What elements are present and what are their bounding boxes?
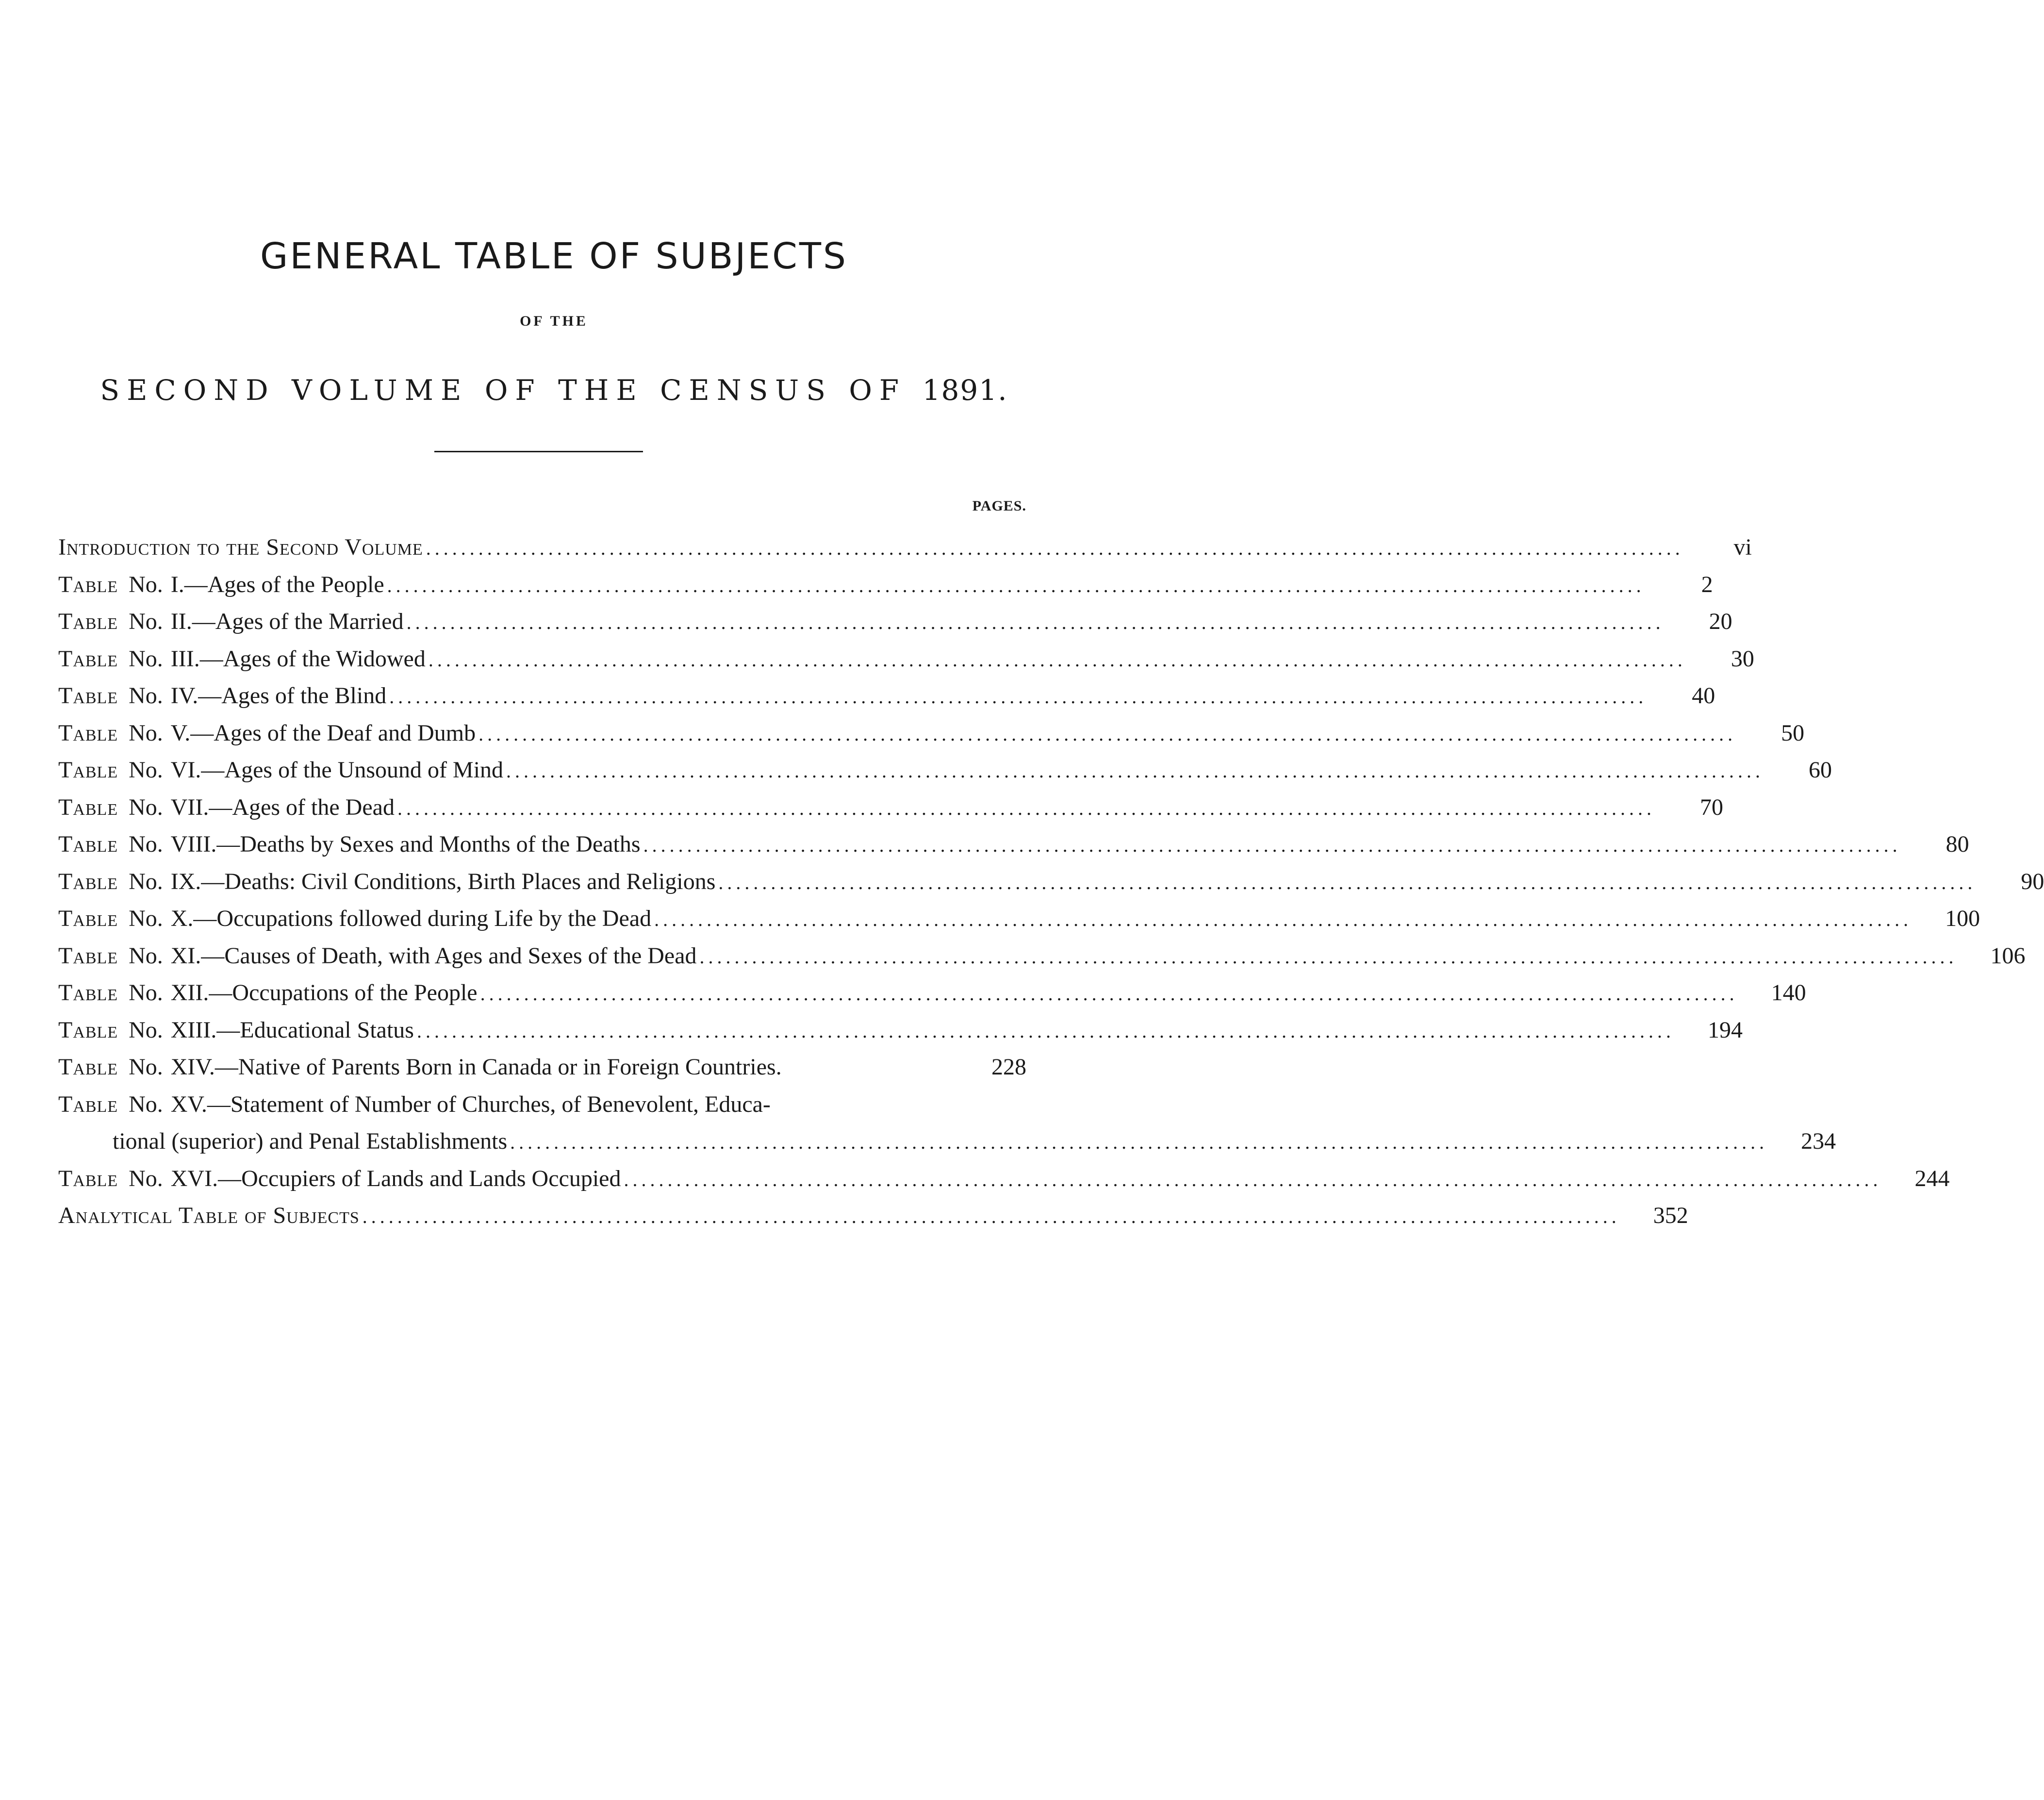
toc-entry-table-12 <box>58 974 1806 1012</box>
toc-page-number: 40 <box>1692 683 1715 709</box>
leader-dots: ................................................................................................................................................ <box>506 760 1764 782</box>
toc-page-number: 70 <box>1699 794 1723 820</box>
toc-entry-table-1 <box>58 566 1713 604</box>
toc-page-number: 90 <box>2021 868 2044 894</box>
toc-entry-label: Table <box>58 683 118 709</box>
toc-page-number: 228 <box>991 1054 1026 1080</box>
leader-dots: ................................................................................................................................................ <box>510 1131 1768 1153</box>
toc-page-number: vi <box>1733 534 1752 560</box>
leader-dots: ................................................................................................................................................ <box>362 1206 1620 1227</box>
leader-dots: ................................................................................................................................................ <box>624 1168 1882 1190</box>
toc-entry-table-3 <box>58 641 1754 678</box>
leader-dots: ................................................................................................................................................ <box>387 574 1645 596</box>
toc-entry-number: No. <box>129 868 163 894</box>
toc-entry-text: V.—Ages of the Deaf and Dumb <box>170 720 476 746</box>
toc-entry-label: Table <box>58 571 118 597</box>
toc-entry-number: No. <box>129 609 163 634</box>
toc-page-number: 194 <box>1707 1017 1743 1043</box>
toc-entry-label: Table <box>58 868 118 894</box>
toc-entry-table-16 <box>58 1160 1950 1198</box>
toc-entry-introduction <box>58 529 1752 566</box>
leader-dots: ................................................................................................................................................ <box>654 908 1912 930</box>
toc-entry-label: Table <box>58 831 118 857</box>
toc-entry-number: No. <box>129 1054 163 1080</box>
toc-page-number: 20 <box>1709 609 1732 634</box>
toc-entry-text: VII.—Ages of the Dead <box>170 794 395 820</box>
toc-entry-table-4 <box>58 677 1715 715</box>
toc-entry-number: No. <box>129 906 163 931</box>
toc-page-number: 100 <box>1945 906 1980 931</box>
toc-page-number: 2 <box>1701 571 1713 597</box>
toc-entry-table-11 <box>58 938 2026 975</box>
toc-entry-text: XIII.—Educational Status <box>170 1017 414 1043</box>
toc-entry-table-2 <box>58 603 1732 641</box>
toc-page-number: 234 <box>1801 1128 1836 1154</box>
toc-entry-text: I.—Ages of the People <box>170 571 384 597</box>
toc-entry-label: Table <box>58 720 118 746</box>
toc-entry-number: No. <box>129 571 163 597</box>
toc-entry-text: XVI.—Occupiers of Lands and Lands Occupied <box>170 1165 621 1191</box>
toc-entry-text: X.—Occupations followed during Life by the Dead <box>170 906 652 931</box>
toc-page-number: 244 <box>1914 1165 1950 1191</box>
pages-column-header: PAGES. <box>972 498 1026 514</box>
leader-dots: ................................................................................................................................................ <box>428 648 1686 671</box>
toc-entry-number: No. <box>129 683 163 709</box>
toc-entry-text: IV.—Ages of the Blind <box>170 683 387 709</box>
leader-dots: ................................................................................................................................................ <box>480 983 1738 1005</box>
leader-dots: ................................................................................................................................................ <box>426 537 1684 559</box>
toc-page-number: 50 <box>1781 720 1805 746</box>
toc-entry-table-10 <box>58 900 1980 938</box>
toc-entry-number: No. <box>129 980 163 1006</box>
toc-entry-text: XV.—Statement of Number of Churches, of Benevolent, Educa- <box>170 1091 771 1117</box>
toc-entry-text: XI.—Causes of Death, with Ages and Sexes of the Dead <box>170 942 697 969</box>
toc-entry-table-15-line2 <box>58 1123 1836 1160</box>
leader-dots: ................................................................................................................................................ <box>406 611 1665 633</box>
toc-page-number: 140 <box>1771 980 1806 1006</box>
toc-entry-label: Table <box>58 1054 118 1080</box>
toc-entry-label: Table <box>58 757 118 783</box>
toc-entry-label: Table <box>58 906 118 931</box>
toc-page-number: 30 <box>1731 645 1754 672</box>
toc-entry-label: Table <box>58 942 118 969</box>
toc-entry-number: No. <box>129 942 163 969</box>
leader-dots: ................................................................................................................................................ <box>389 686 1648 708</box>
toc-entry-label: Introduction to the Second Volume <box>58 534 423 560</box>
toc-entry-table-15-line1 <box>58 1086 1026 1123</box>
toc-entry-analytical-table <box>58 1197 1688 1235</box>
page-subtitle <box>0 374 1108 407</box>
toc-entry-number: No. <box>129 720 163 746</box>
toc-entry-text: tional (superior) and Penal Establishments <box>113 1128 508 1154</box>
leader-dots: ................................................................................................................................................ <box>397 797 1655 819</box>
toc-entry-number: No. <box>129 831 163 857</box>
toc-entry-table-13 <box>58 1012 1743 1049</box>
toc-entry-table-5 <box>58 715 1805 752</box>
toc-entry-table-6 <box>58 752 1832 789</box>
toc-page-number: 352 <box>1653 1203 1688 1228</box>
toc-page-number: 80 <box>1945 831 1969 857</box>
toc-entry-text: XII.—Occupations of the People <box>170 980 478 1006</box>
toc-page-number: 60 <box>1809 757 1832 783</box>
toc-entry-number: No. <box>129 794 163 820</box>
toc-entry-table-14 <box>58 1049 1026 1086</box>
leader-dots: ................................................................................................................................................ <box>478 723 1737 745</box>
toc-entry-label: Table <box>58 609 118 634</box>
title-connector: OF THE <box>520 313 588 329</box>
toc-entry-label: Table <box>58 794 118 820</box>
leader-dots: ................................................................................................................................................ <box>416 1020 1675 1042</box>
toc-entry-label: Analytical Table of Subjects <box>58 1203 360 1228</box>
toc-entry-text: IX.—Deaths: Civil Conditions, Birth Places and Religions <box>170 868 716 894</box>
toc-entry-text: VIII.—Deaths by Sexes and Months of the Deaths <box>170 831 641 857</box>
page-title: GENERAL TABLE OF SUBJECTS <box>260 235 848 277</box>
toc-entry-table-8 <box>58 826 1969 863</box>
toc-entry-label: Table <box>58 1165 118 1191</box>
toc-entry-label: Table <box>58 1091 118 1117</box>
subtitle-text: SECOND VOLUME OF THE CENSUS OF <box>100 374 907 407</box>
toc-entry-number: No. <box>129 757 163 783</box>
toc-entry-number: No. <box>129 1165 163 1191</box>
toc-entry-number: No. <box>129 1017 163 1043</box>
toc-entry-text: III.—Ages of the Widowed <box>170 645 426 672</box>
leader-dots: ................................................................................................................................................ <box>718 871 1977 893</box>
leader-dots: ................................................................................................................................................ <box>699 945 1958 968</box>
toc-entry-label: Table <box>58 645 118 672</box>
leader-dots: ................................................................................................................................................ <box>643 834 1901 856</box>
table-of-contents <box>58 529 2044 1235</box>
toc-entry-label: Table <box>58 1017 118 1043</box>
toc-entry-text: XIV.—Native of Parents Born in Canada or in Foreign Countries. <box>170 1054 782 1080</box>
toc-entry-number: No. <box>129 1091 163 1117</box>
toc-entry-table-7 <box>58 789 1723 826</box>
subtitle-year: 1891. <box>922 374 1008 407</box>
toc-entry-text: II.—Ages of the Married <box>170 609 404 634</box>
toc-page-number: 106 <box>1990 942 2026 969</box>
toc-entry-label: Table <box>58 980 118 1006</box>
toc-entry-table-9 <box>58 863 2044 901</box>
toc-entry-text: VI.—Ages of the Unsound of Mind <box>170 757 504 783</box>
title-rule <box>434 451 643 452</box>
toc-entry-number: No. <box>129 645 163 672</box>
